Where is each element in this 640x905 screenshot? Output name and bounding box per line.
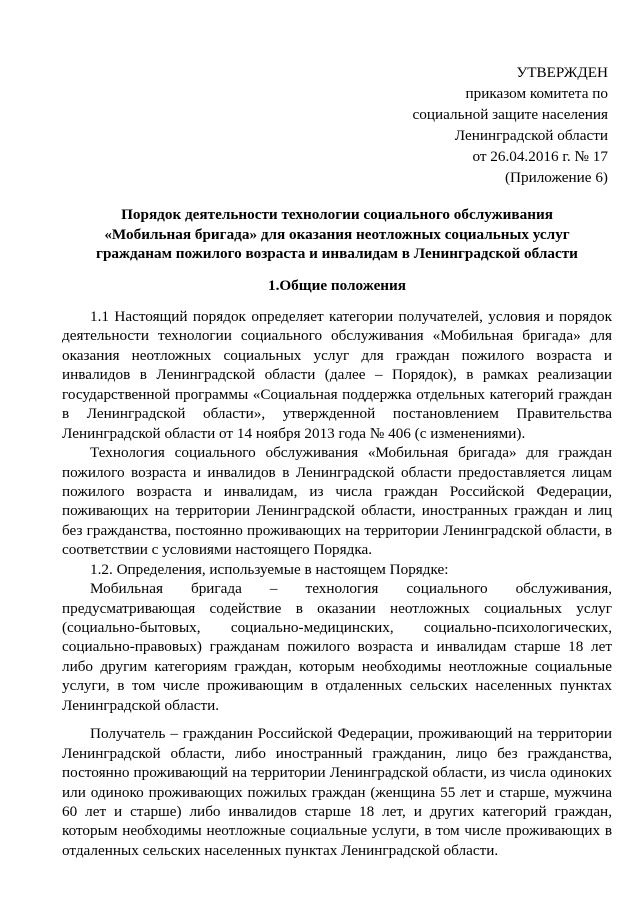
text-line: пожилого возраста и инвалидов в Ленинградской области предоставляется лицам [62,463,612,481]
text-line: в Ленинградской области», утвержденной постановлением Правительства [62,405,612,423]
approval-line: социальной защите населения [412,106,608,123]
text-line: пожилого возраста и инвалидам, из числа граждан Российской Федерации, [62,482,612,500]
text-line: либо другим категориям граждан, которым необходимы неотложные социальные [62,657,612,675]
text-line: деятельности технологии социального обслуживания «Мобильная бригада» для [62,327,612,345]
text-line: Мобильная бригада – технология социального обслуживания, [90,580,612,598]
text-line: (социально-бытовых, социально-медицинских, социально-психологических, [62,619,612,636]
document-title [62,205,612,264]
text-line: Ленинградской области, либо иностранный гражданин, лицо без гражданства, [62,744,612,762]
text-line: социально-правовых) гражданам пожилого возраста и инвалидам старше 18 лет [62,638,612,656]
title-line: Порядок деятельности технологии социального обслуживания [121,206,553,223]
text-line: или одиноко проживающих пожилых граждан (женщина 55 лет и старше, мужчина [62,783,612,801]
approval-line: УТВЕРЖДЕН [516,64,608,81]
paragraph [62,307,612,443]
document-body [62,307,612,860]
text-line: соответствии с условиями настоящего Порядка. [62,541,373,559]
text-line: государственной программы «Социальная поддержка отдельных категорий граждан [62,385,612,403]
text-line: Ленинградской области. [62,696,220,714]
text-line: Получатель – гражданин Российской Федерации, проживающий на территории [90,725,612,743]
approval-line: приказом комитета по [465,85,608,102]
text-line: отдаленных сельских населенных пунктах Ленинградской области. [62,841,499,859]
approval-stamp-block [288,62,608,188]
paragraph-gap [62,715,612,724]
text-line: оказания неотложных социальных услуг для граждан пожилого возраста и [62,346,612,364]
text-line: 1.1 Настоящий порядок определяет категории получателей, условия и порядок [90,308,612,325]
paragraph [62,724,612,860]
title-line: гражданам пожилого возраста и инвалидам в Ленинградской области [96,245,578,262]
text-line: 60 лет и старше) либо инвалидов старше 18 лет, и других категорий граждан, [62,802,612,820]
approval-line: Ленинградской области [454,127,608,144]
paragraph [62,579,612,715]
section-heading: 1.Общие положения [267,277,407,294]
paragraph [62,560,612,579]
text-line: услуги, в том числе проживающим в отдаленных сельских населенных пунктах [62,677,612,695]
text-line: предусматривающая содействие в оказании неотложных социальных услуг [62,599,612,617]
text-line: инвалидов в Ленинградской области (далее – Порядок), в рамках реализации [62,366,612,384]
text-line: поживающих на территории Ленинградской области, иностранных граждан и лиц [62,502,612,520]
text-line: которым необходимы неотложные социальные услуги, в том числе проживающих в [62,822,612,840]
text-line: 1.2. Определения, используемые в настоящем Порядке: [90,560,449,578]
text-line: Технология социального обслуживания «Мобильная бригада» для граждан [90,444,612,462]
text-line: постоянно проживающий на территории Ленинградской области, из числа одиноких [62,764,612,782]
text-line: Ленинградской области от 14 ноября 2013 года № 406 (с изменениями). [62,424,526,442]
approval-line: от 26.04.2016 г. № 17 [472,148,608,165]
approval-line: (Приложение 6) [504,169,608,186]
text-line: без гражданства, постоянно проживающих на территории Ленинградской области, в [62,521,612,539]
title-line: «Мобильная бригада» для оказания неотложных социальных услуг [104,225,570,243]
paragraph [62,443,612,560]
